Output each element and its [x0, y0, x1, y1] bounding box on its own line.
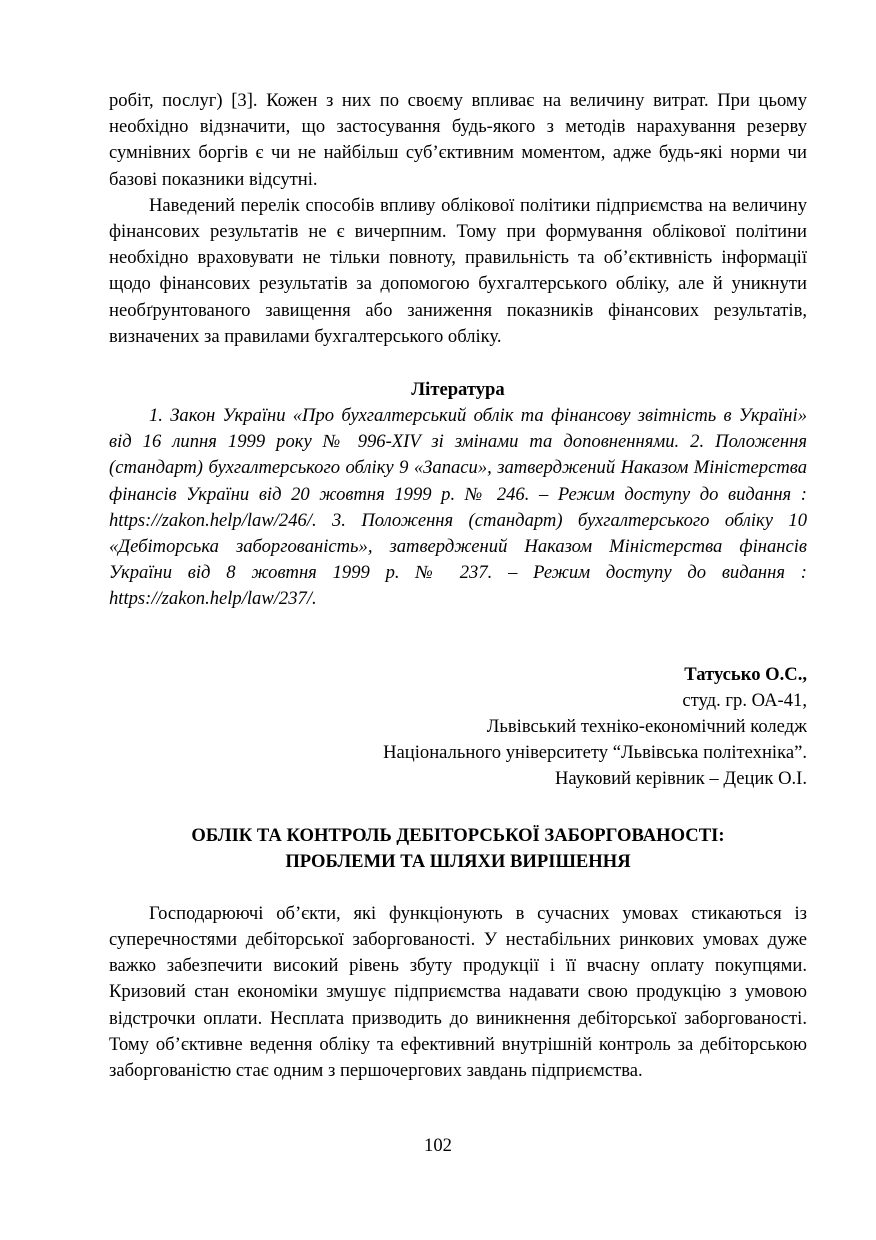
article-title-line-2: ПРОБЛЕМИ ТА ШЛЯХИ ВИРІШЕННЯ	[285, 851, 631, 873]
article-title-line-1: ОБЛІК ТА КОНТРОЛЬ ДЕБІТОРСЬКОЇ ЗАБОРГОВАНОСТІ:	[191, 824, 725, 846]
article-paragraph: Господарюючі об’єкти, які функціонують в сучасних умовах стикаються із суперечностями дебіторської заборгованості. У нестабільних ринкових умовах дуже важко забезпечити високий рівень збуту продукції і її вчасну оплату покупцями. Кризовий стан економіки змушує підприємства надавати свою продукцію з умовою відстрочки оплати. Несплата призводить до виникнення дебіторської заборгованості. Тому об’єктивне ведення обліку та ефективний внутрішній контроль за дебіторською заборгованістю стає одним з першочергових завдань підприємства.	[109, 902, 807, 1082]
author-supervisor: Науковий керівник – Децик О.І.	[554, 768, 807, 790]
article-body	[109, 901, 807, 1084]
author-college: Львівський техніко-економічний коледж	[486, 716, 807, 738]
author-block	[109, 662, 807, 793]
page-content	[109, 88, 807, 1084]
references-heading: Література	[411, 379, 505, 401]
article-title	[109, 823, 807, 876]
page-number: 102	[424, 1135, 452, 1156]
author-group: студ. гр. ОА-41,	[682, 689, 807, 711]
intro-paragraph-continued: робіт, послуг) [3]. Кожен з них по своєму впливає на величину витрат. При цьому необхідно відзначити, що застосування будь-якого з методів нарахування резерву сумнівних боргів є чи не найбільш суб’єктивним моментом, адже будь-які норми чи базові показники відсутні.	[109, 90, 807, 190]
intro-paragraph: Наведений перелік способів впливу облікової політики підприємства на величину фінансових результатів не є вичерпним. Тому при формування облікової політини необхідно враховувати не тільки повноту, правильність та об’єктивність інформації щодо фінансових результатів за допомогою бухгалтерського обліку, але й уникнути необґрунтованого завищення або заниження показників фінансових результатів, визначених за правилами бухгалтерського обліку.	[109, 194, 807, 347]
references-list: 1. Закон України «Про бухгалтерський облік та фінансову звітність в Україні» від 16 липня 1999 року № 996-XIV зі змінами та доповненнями. 2. Положення (стандарт) бухгалтерського обліку 9 «Запаси», затверджений Наказом Міністерства фінансів України від 20 жовтня 1999 р. № 246. – Режим доступу до видання : https://zakon.help/law/246/. 3. Положення (стандарт) бухгалтерського обліку 10 «Дебіторська заборгованість», затверджений Наказом Міністерства фінансів України від 8 жовтня 1999 р. № 237. – Режим доступу до видання : https://zakon.help/law/237/.	[109, 405, 807, 610]
author-name: Татусько О.С.,	[684, 663, 807, 685]
author-university: Національного університету “Львівська політехніка”.	[383, 742, 807, 764]
